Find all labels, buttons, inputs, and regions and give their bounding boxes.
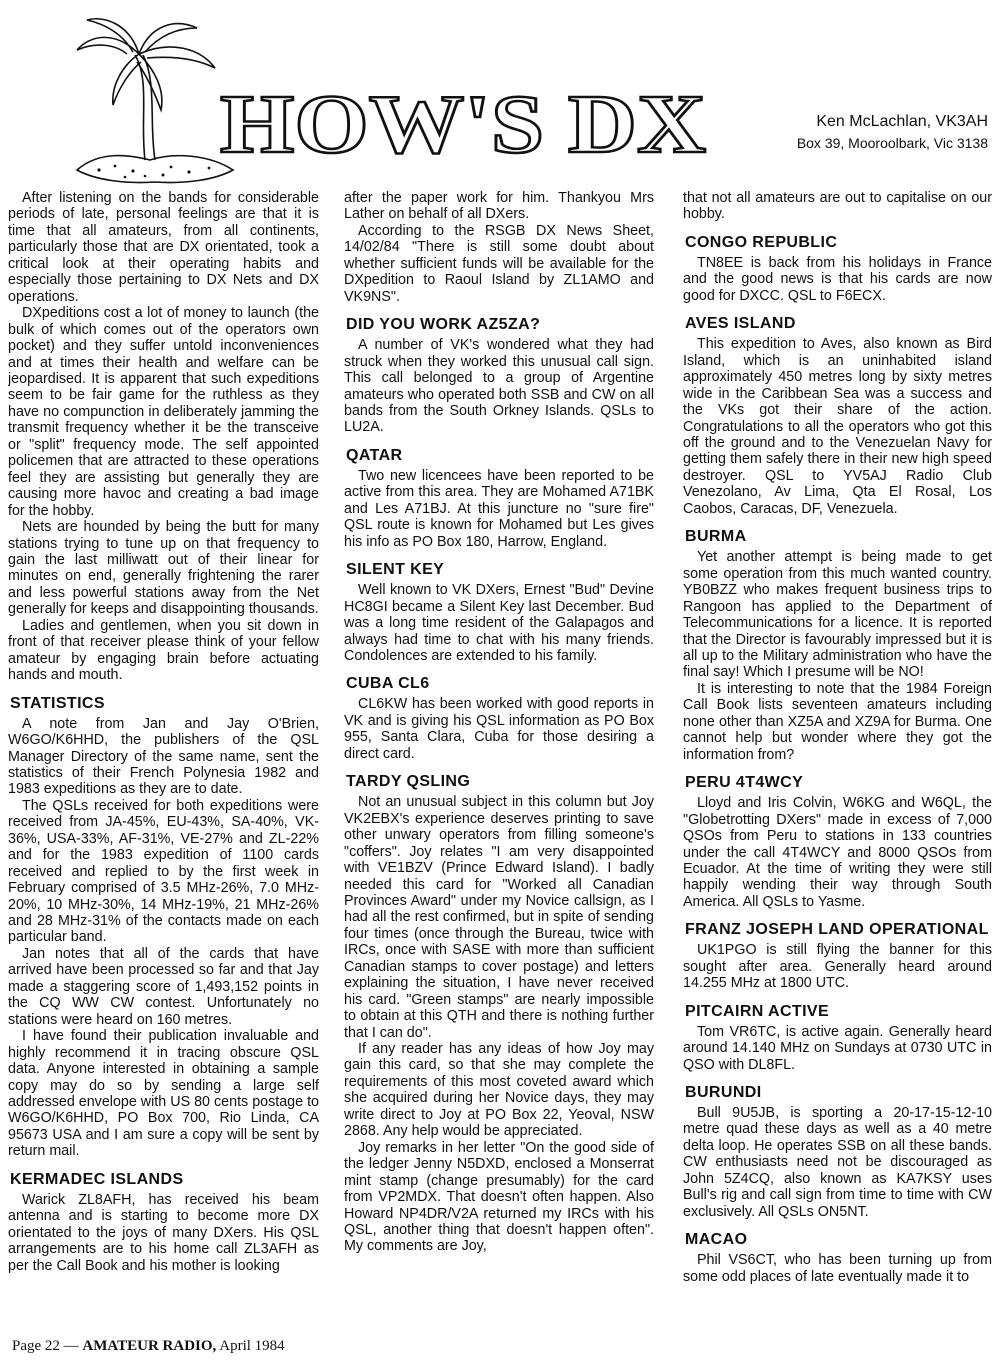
author-name: Ken McLachlan, VK3AH bbox=[816, 113, 988, 130]
footer-page-number: Page 22 — bbox=[12, 1338, 79, 1354]
intro-paragraph: After listening on the bands for considerable periods of late, personal feelings are that it is time that all amateurs, from all continents, particularly those that are DX orientated, took a critical look at their operating habits and especially those pertaining to DX Nets and DX operations. bbox=[8, 190, 319, 305]
author-block bbox=[797, 112, 988, 152]
section-heading-peru: PERU 4T4WCY bbox=[685, 774, 804, 792]
svg-text:HOW'S DX: HOW'S DX bbox=[220, 82, 706, 162]
author-address: Box 39, Mooroolbark, Vic 3138 bbox=[796, 135, 988, 151]
section-heading-pitcairn: PITCAIRN ACTIVE bbox=[685, 1002, 830, 1020]
palm-island-icon bbox=[75, 10, 235, 190]
burma-paragraph: Yet another attempt is being made to get some operation from this much wanted country. YB0BZZ who makes frequent business trips to Rangoon has applied to the Department of Telecommunications for a licence. It is reported that the Director is favourably impressed but it is all up to the Military administration who have the final say! Which I presume will be NO! bbox=[683, 549, 992, 681]
statistics-paragraph: Jan notes that all of the cards that have arrived have been processed so far and that Jay made a staggering score of 1,493,152 points in the CQ WW CW contest. Unfortunately no stations were heard on 160 metres. bbox=[8, 945, 319, 1028]
continued-paragraph: that not all amateurs are out to capitalise on our hobby. bbox=[683, 190, 992, 223]
az5za-paragraph: A number of VK's wondered what they had struck when they worked this unusual call sign. This call belonged to a group of Argentine amateurs who operated both SSB and CW on all bands from the South Orkney Islands. QSLs to LU2A. bbox=[344, 337, 654, 436]
footer-magazine-name: AMATEUR RADIO, bbox=[82, 1338, 217, 1354]
section-heading-burundi: BURUNDI bbox=[685, 1084, 762, 1102]
section-heading-cuba: CUBA CL6 bbox=[346, 675, 430, 693]
section-heading-franz-joseph: FRANZ JOSEPH LAND OPERATIONAL bbox=[685, 921, 989, 939]
tardy-paragraph: If any reader has any ideas of how Joy may gain this card, so that she may complete the requirements of this most coveted award which she acquired during her Novice days, they may write direct to Joy at PO Box 22, Yeoval, NSW 2868. Any help would be appreciated. bbox=[344, 1041, 654, 1140]
section-heading-congo: CONGO REPUBLIC bbox=[685, 233, 838, 251]
macao-paragraph: Phil VS6CT, who has been turning up from some odd places of late eventually made it to bbox=[683, 1252, 992, 1285]
section-heading-statistics: STATISTICS bbox=[10, 694, 105, 712]
cuba-paragraph: CL6KW has been worked with good reports in VK and is giving his QSL information as PO Box 955, Santa Clara, Cuba for those desiring a direct card. bbox=[344, 696, 654, 762]
page-footer bbox=[12, 1338, 285, 1355]
aves-paragraph: This expedition to Aves, also known as Bird Island, which is an uninhabited island approximately 450 metres long by sixty metres wide in the Caribbean Sea was a success and the VKs got their share of the action. Congratulations to all the operators who got this off the ground and to the Venezuelan Navy for getting them safely there in their new high speed destroyer. QSL to YV5AJ Radio Club Venezolano, Av Lima, Qta El Rosal, Los Caobos, Caracas, DF, Venezuela. bbox=[683, 336, 992, 517]
section-heading-tardy-qsling: TARDY QSLING bbox=[346, 773, 471, 791]
statistics-paragraph: A note from Jan and Jay O'Brien, W6GO/K6HHD, the publishers of the QSL Manager Directory of the same name, sent the statistics of their French Polynesia 1982 and 1983 expeditions as they are to date. bbox=[8, 715, 319, 798]
column-2 bbox=[344, 190, 654, 1325]
burma-paragraph: It is interesting to note that the 1984 Foreign Call Book lists seventeen amateurs including none other than XZ5A and XZ9A for Burma. One cannot help but wonder where they got the information from? bbox=[683, 680, 992, 763]
statistics-paragraph: The QSLs received for both expeditions were received from JA-45%, EU-43%, SA-40%, VK-36%, USA-33%, AF-31%, VE-27% and ZL-22% and for the 1983 expedition of 1100 cards received and replied to by the first week in February comprised of 3.5 MHz-26%, 7.0 MHz-20%, 10 MHz-30%, 14 MHz-19%, 21 MHz-26% and 28 MHz-31% of the contacts made on each particular band. bbox=[8, 797, 319, 946]
tardy-paragraph: Joy remarks in her letter "On the good side of the ledger Jenny N5DXD, enclosed a Monserrat mint stamp (change presumably) for the card from VP2MDX. That doesn't often happen. Also Howard NP4DR/V2A returned my IRCs with his QSL, another thing that doesn't happen often". My comments are Joy, bbox=[344, 1139, 654, 1255]
section-heading-az5za: DID YOU WORK AZ5ZA? bbox=[346, 316, 541, 334]
rsgb-paragraph: According to the RSGB DX News Sheet, 14/02/84 "There is still some doubt about whether sufficient funds will be available for the DXpedition to Raoul Island by ZL1AMO and VK9NS". bbox=[344, 222, 654, 305]
franz-paragraph: UK1PGO is still flying the banner for this sought after area. Generally heard around 14.255 MHz at 1800 UTC. bbox=[683, 942, 992, 992]
peru-paragraph: Lloyd and Iris Colvin, W6KG and W6QL, the "Globetrotting DXers" made in excess of 7,000 QSOs from Peru to stations in 133 countries under the call 4T4WCY and 8000 QSOs from Ecuador. At the time of writing they were still happily wending their way through South America. All QSLs to Yasme. bbox=[683, 795, 992, 910]
section-heading-silent-key: SILENT KEY bbox=[346, 561, 445, 579]
continued-paragraph: after the paper work for him. Thankyou Mrs Lather on behalf of all DXers. bbox=[344, 190, 654, 223]
tardy-paragraph: Not an unusual subject in this column but Joy VK2EBX's experience deserves printing to save other unwary operators from filling someone's "coffers". Joy relates "I am very disappointed with VE1BZV (Prince Edward Island). I badly needed this card for "Worked all Canadian Provinces Award" under my Novice callsign, as I had all the rest confirmed, but in spite of sending four times (once through the Bureau, twice with IRCs, once with SASE with more than sufficient Canadian stamps to cover postage) and letters explaining the situation, I have never received his card. "Green stamps" are nearly impossible to obtain at this QTH and there is nothing further that I can do". bbox=[344, 794, 654, 1041]
pitcairn-paragraph: Tom VR6TC, is active again. Generally heard around 14.140 MHz on Sundays at 0730 UTC in QSO with DL8FL. bbox=[683, 1023, 992, 1073]
section-heading-burma: BURMA bbox=[685, 528, 747, 546]
burundi-paragraph: Bull 9U5JB, is sporting a 20-17-15-12-10 metre quad these days as well as a 40 metre delta loop. He operates SSB on all these bands. CW enthusiasts need not be discouraged as John 5Z4CQ, also known as KA7KSY uses Bull's rig and call sign from time to time with CW exclusively. All QSLs ON5NT. bbox=[683, 1105, 992, 1220]
kermadec-paragraph: Warick ZL8AFH, has received his beam antenna and is starting to become more DX orientated to the joys of many DXers. His QSL arrangements are to his home call ZL3AFH as per the Call Book and his mother is looking bbox=[8, 1191, 319, 1274]
section-heading-macao: MACAO bbox=[685, 1231, 748, 1249]
section-heading-aves: AVES ISLAND bbox=[685, 315, 796, 333]
column-3 bbox=[683, 190, 992, 1325]
intro-paragraph: DXpeditions cost a lot of money to launch (the bulk of which comes out of the operators own pocket) and they suffer untold inconveniences and at times their health and welfare can be jeopardised. It is apparent that such expeditions seem to be fair game for the ruthless as they have no compunction in deliberately jamming the transmit frequency whether it be the transceive or "split" frequency mode. The self appointed policemen that are attracted to these operations feel they are assisting but generally they are causing more havoc and creating a bad image for the hobby. bbox=[8, 305, 319, 519]
statistics-paragraph: I have found their publication invaluable and highly recommend it in tracing obscure QSL data. Anyone interested in obtaining a sample copy may do so by sending a large self addressed envelope with US 80 cents postage to W6GO/K6HHD, PO Box 700, Rio Linda, CA 95673 USA and I am sure a copy will be sent by return mail. bbox=[8, 1028, 319, 1160]
congo-paragraph: TN8EE is back from his holidays in France and the good news is that his cards are now good for DXCC. QSL to F6ECX. bbox=[683, 254, 992, 304]
intro-paragraph: Nets are hounded by being the butt for many stations trying to tune up on that frequency to gain the last milliwatt out of their linear for minutes on end, generally frightening the rarer and less powerful stations away from the Net generally for keeps and disappointing thousands. bbox=[8, 519, 319, 618]
silent-key-paragraph: Well known to VK DXers, Ernest "Bud" Devine HC8GI became a Silent Key last December. Bud was a long time resident of the Galapagos and always had time to chat with his many friends. Condolences are extended to his family. bbox=[344, 582, 654, 664]
qatar-paragraph: Two new licencees have been reported to be active from this area. They are Mohamed A71BK and Les A71BJ. At this juncture no "sure fire" QSL route is known for Mohamed but Les gives his info as PO Box 180, Harrow, England. bbox=[344, 467, 654, 550]
masthead bbox=[0, 0, 1000, 190]
page-title bbox=[218, 82, 708, 162]
section-heading-kermadec: KERMADEC ISLANDS bbox=[10, 1170, 184, 1188]
footer-issue-date: April 1984 bbox=[219, 1338, 285, 1354]
section-heading-qatar: QATAR bbox=[346, 446, 403, 464]
column-1 bbox=[8, 190, 319, 1325]
intro-paragraph: Ladies and gentlemen, when you sit down in front of that receiver please think of your fellow amateur by engaging brain before actuating hands and mouth. bbox=[8, 617, 319, 684]
